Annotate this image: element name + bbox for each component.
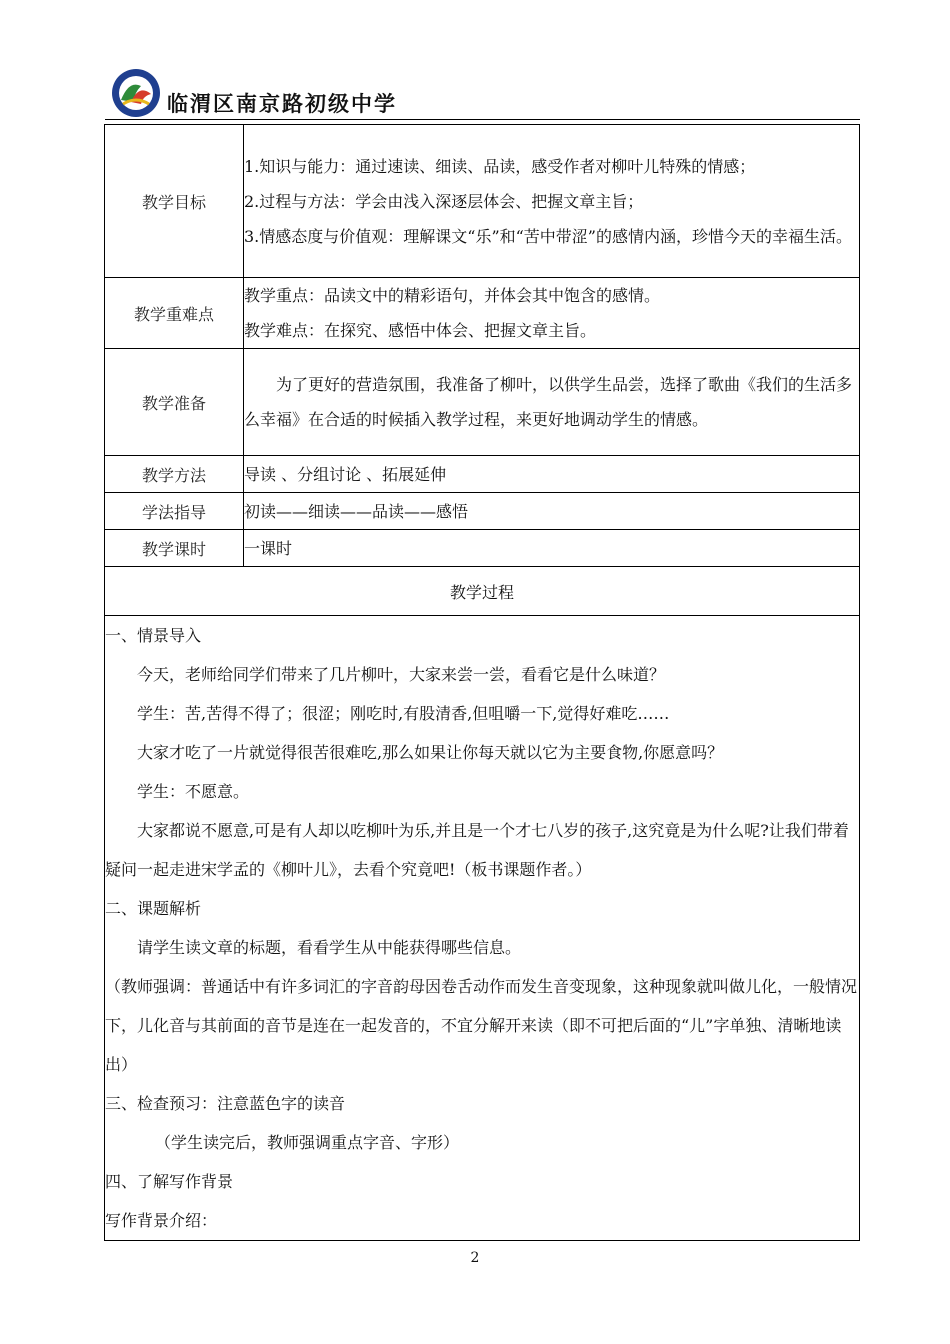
row-content: 初读——细读——品读——感悟 <box>244 493 860 530</box>
table-row <box>105 493 860 530</box>
header-divider <box>105 119 860 120</box>
table-row <box>105 567 860 616</box>
content-line: 1.知识与能力：通过速读、细读、品读，感受作者对柳叶儿特殊的情感； <box>244 156 756 176</box>
row-label: 教学重难点 <box>105 278 244 349</box>
paragraph: （教师强调：普通话中有许多词汇的字音韵母因卷舌动作而发生音变现象，这种现象就叫做儿化，一般情况下，儿化音与其前面的音节是连在一起发音的，不宜分解开来读（即不可把后面的“儿”字单独、清晰地读出） <box>105 977 858 1074</box>
row-label: 教学方法 <box>105 456 244 493</box>
paragraph: 学生：苦,苦得不得了；很涩；刚吃时,有股清香,但咀嚼一下,觉得好难吃…… <box>137 704 670 723</box>
row-label: 教学目标 <box>105 125 244 278</box>
row-label: 教学准备 <box>105 349 244 456</box>
lesson-plan-table <box>104 124 860 1241</box>
content-line: 为了更好的营造氛围，我准备了柳叶，以供学生品尝，选择了歌曲《我们的生活多么幸福》在合适的时候插入教学过程，来更好地调动学生的情感。 <box>244 375 853 429</box>
content-line: 3.情感态度与价值观：理解课文“乐”和“苦中带涩”的感情内涵，珍惜今天的幸福生活。 <box>244 226 852 246</box>
table-row <box>105 616 860 1241</box>
page-number: 2 <box>470 1250 480 1266</box>
content-line: 2.过程与方法：学会由浅入深逐层体会、把握文章主旨； <box>244 191 644 211</box>
table-row <box>105 349 860 456</box>
process-content <box>105 616 860 1241</box>
paragraph: 今天，老师给同学们带来了几片柳叶，大家来尝一尝，看看它是什么味道？ <box>137 665 666 684</box>
table-row <box>105 278 860 349</box>
process-title: 教学过程 <box>105 567 860 616</box>
row-label: 教学课时 <box>105 530 244 567</box>
row-content: 一课时 <box>244 530 860 567</box>
table-row <box>105 530 860 567</box>
table-row <box>105 125 860 278</box>
school-logo-icon <box>111 68 161 118</box>
section-heading: 四、了解写作背景 <box>105 1172 234 1191</box>
row-content <box>244 278 860 349</box>
row-content: 导读 、分组讨论 、拓展延伸 <box>244 456 860 493</box>
paragraph: 大家都说不愿意,可是有人却以吃柳叶为乐,并且是一个才七八岁的孩子,这究竟是为什么呢?让我们带着疑问一起走进宋学孟的《柳叶儿》，去看个究竟吧!（板书课题作者。） <box>105 821 849 879</box>
section-heading: 三、检查预习：注意蓝色字的读音 <box>105 1094 346 1113</box>
paragraph: 大家才吃了一片就觉得很苦很难吃,那么如果让你每天就以它为主要食物,你愿意吗？ <box>137 743 724 762</box>
section-heading: 二、课题解析 <box>105 899 202 918</box>
content-line: 教学难点：在探究、感悟中体会、把握文章主旨。 <box>244 321 597 340</box>
section-heading: 一、情景导入 <box>105 626 202 645</box>
paragraph: 请学生读文章的标题，看看学生从中能获得哪些信息。 <box>137 938 522 957</box>
paragraph: （学生读完后，教师强调重点字音、字形） <box>155 1133 460 1152</box>
school-name: 临渭区南京路初级中学 <box>167 92 397 116</box>
row-content <box>244 349 860 456</box>
page-header <box>105 68 860 120</box>
paragraph: 学生：不愿意。 <box>137 782 250 801</box>
content-line: 教学重点：品读文中的精彩语句，并体会其中饱含的感情。 <box>244 286 661 305</box>
row-label: 学法指导 <box>105 493 244 530</box>
paragraph: 写作背景介绍： <box>105 1211 218 1230</box>
table-row <box>105 456 860 493</box>
row-content <box>244 125 860 278</box>
